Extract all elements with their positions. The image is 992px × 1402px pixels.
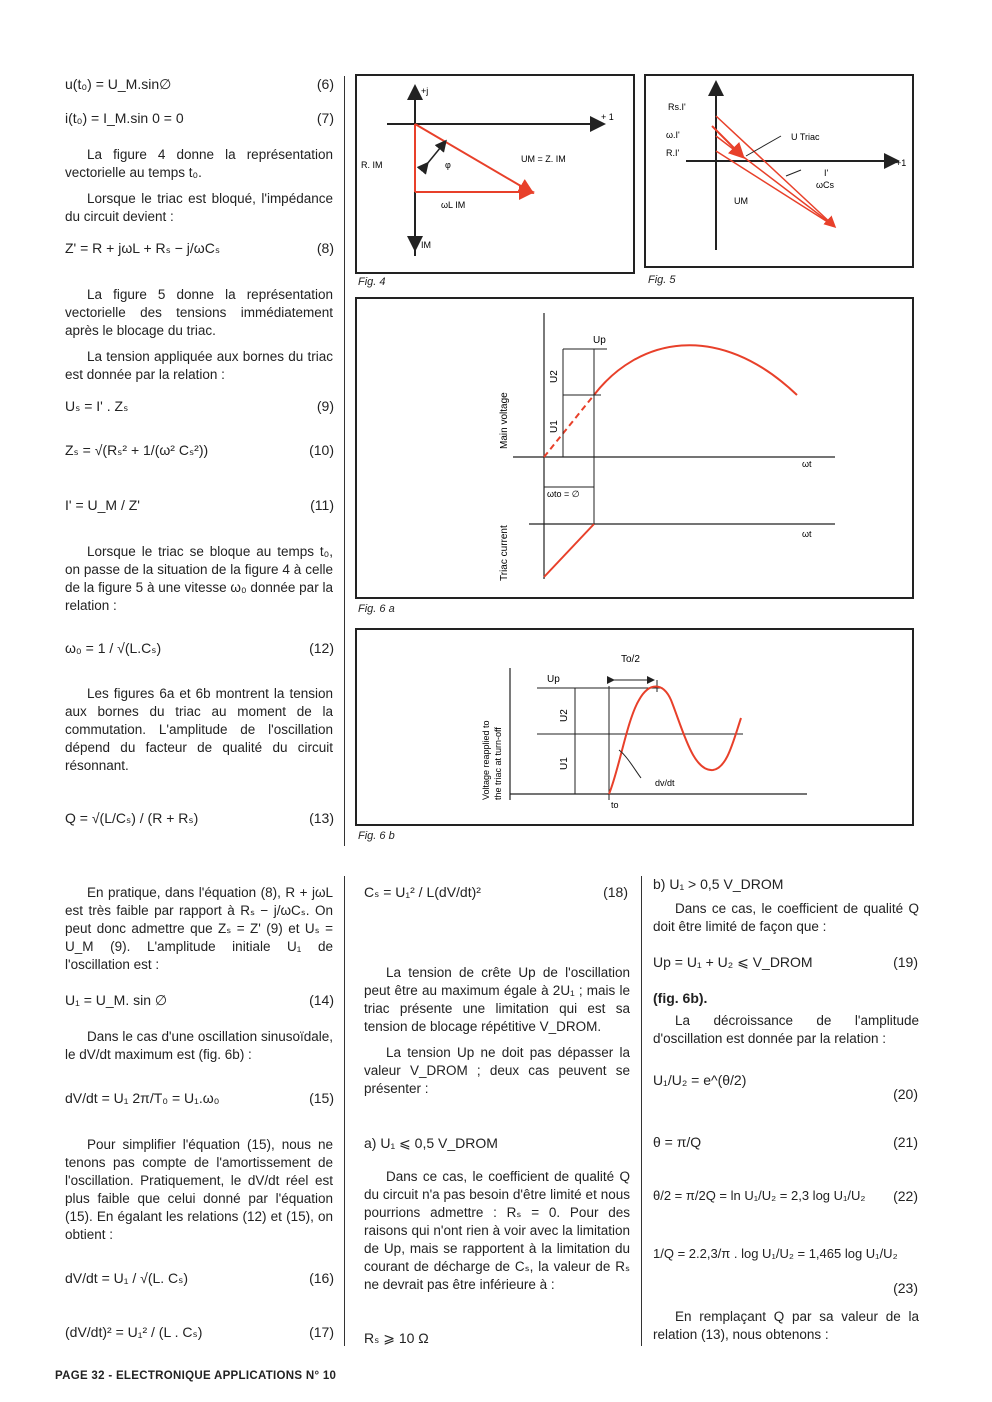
figure-6a-diagram xyxy=(357,299,912,597)
iwcs-leader xyxy=(786,170,801,176)
equation-23: 1/Q = 2.2,3/π . log U₁/U₂ = 1,465 log U₁/U₂ xyxy=(653,1246,898,1261)
paragraph: Dans le cas d'une oscillation sinusoïdale, le dV/dt maximum est (fig. 6b) : xyxy=(65,1029,333,1062)
equation-number: (11) xyxy=(310,497,334,513)
current-curve xyxy=(544,524,594,577)
label-utriac: U Triac xyxy=(791,132,820,142)
label-um: UM xyxy=(734,196,748,206)
paragraph: La décroissance de l'amplitude d'oscillation est donnée par la relation : xyxy=(653,1013,919,1046)
equation-16: dV/dt = U₁ / √(L. Cₛ) xyxy=(65,1270,189,1286)
paragraph: Pour simplifier l'équation (15), nous ne tenons pas compte de l'amortissement de l'oscillation. Pratiquement, le dV/dt réel est plus faible que celui donné par l'équation (15). En égalant les relations (12) et (15), on obtient : xyxy=(65,1137,333,1242)
equation-17: (dV/dt)² = U₁² / (L . Cₛ) xyxy=(65,1324,203,1340)
paragraph: Dans ce cas, le coefficient de qualité Q doit être limité de façon que : xyxy=(653,901,919,934)
label-one: + 1 xyxy=(601,112,614,122)
page-footer: PAGE 32 - ELECTRONIQUE APPLICATIONS N° 10 xyxy=(55,1370,337,1382)
label-phi: φ xyxy=(445,160,451,170)
label-wi: ω.I' xyxy=(666,130,680,140)
paragraph: La figure 4 donne la représentation vectorielle au temps t₀. xyxy=(65,147,333,180)
label-wcs: ωCs xyxy=(816,180,835,190)
paragraph: Lorsque le triac est bloqué, l'impédance du circuit devient : xyxy=(65,191,333,224)
equation-number: (9) xyxy=(316,398,334,414)
equation-number: (17) xyxy=(309,1324,334,1340)
figure-6b xyxy=(355,628,914,826)
equation-number: (10) xyxy=(309,442,334,458)
paragraph: Les figures 6a et 6b montrent la tension aux bornes du triac au moment de la commutation. L'amplitude de l'oscillation dépend du facteur de qualité du circuit résonnant. xyxy=(65,686,333,773)
paragraph: La tension appliquée aux bornes du triac est donnée par la relation : xyxy=(65,349,333,382)
label-wt: ωt xyxy=(802,459,812,469)
figure-6a-caption: Fig. 6 a xyxy=(358,603,395,615)
dvdt-arc xyxy=(619,750,641,778)
figure-reference: (fig. 6b). xyxy=(653,990,708,1006)
paragraph: En remplaçant Q par sa valeur de la relation (13), nous obtenons : xyxy=(653,1309,919,1342)
utriac-leader xyxy=(746,136,781,156)
equation-number: (13) xyxy=(309,810,334,826)
phi-arc xyxy=(427,142,445,164)
equation-9: Uₛ = I' . Zₛ xyxy=(65,398,129,414)
label-wt: ωt xyxy=(802,529,812,539)
label-u1: U1 xyxy=(549,420,560,433)
paragraph: La tension de crête Up de l'oscillation peut être au maximum égale à 2U₁ ; mais le triac présente une limitation qui est sa tension de blocage répétitive V_DROM. xyxy=(364,965,630,1034)
label-rsi: Rs.I' xyxy=(668,102,686,112)
paragraph: Lorsque le triac se bloque au temps t₀, on passe de la situation de la figure 4 à celle de la figure 5 à une vitesse ω₀ donnée par la relation : xyxy=(65,544,333,613)
label-j: +j xyxy=(421,86,429,96)
equation-14: U₁ = U_M. sin ∅ xyxy=(65,992,168,1008)
figure-5 xyxy=(644,74,914,268)
equation-13: Q = √(L/Cₛ) / (R + Rₛ) xyxy=(65,810,199,826)
equation-number: (8) xyxy=(316,240,334,256)
equation-21: θ = π/Q xyxy=(653,1134,702,1150)
equation-15: dV/dt = U₁ 2π/T₀ = U₁.ω₀ xyxy=(65,1090,220,1106)
label-up: Up xyxy=(593,335,606,346)
figure-4-caption: Fig. 4 xyxy=(358,276,386,288)
column-divider xyxy=(641,876,642,1346)
column-divider xyxy=(344,876,345,1346)
label-ylabel-1: Voltage reapplied to xyxy=(481,720,491,800)
label-ri: R.I' xyxy=(666,148,680,158)
label-ylabel-2: the triac at turn-off xyxy=(493,727,503,800)
paragraph: La figure 5 donne la représentation vectorielle des tensions immédiatement après le blocage du triac. xyxy=(65,287,333,338)
equation-number: (15) xyxy=(309,1090,334,1106)
label-u1: U1 xyxy=(559,757,570,770)
equation-10: Zₛ = √(Rₛ² + 1/(ω² Cₛ²)) xyxy=(65,442,209,458)
voltage-curve xyxy=(609,687,741,795)
label-wto: ωto = ∅ xyxy=(547,489,580,499)
equation-number: (18) xyxy=(603,884,628,900)
figure-6b-caption: Fig. 6 b xyxy=(358,830,395,842)
equation-number: (23) xyxy=(893,1280,918,1296)
figure-5-caption: Fig. 5 xyxy=(648,274,676,286)
equation-number: (16) xyxy=(309,1270,334,1286)
figure-6b-diagram xyxy=(357,630,912,824)
equation-6: u(t₀) = U_M.sin∅ xyxy=(65,76,172,92)
case-b: b) U₁ > 0,5 V_DROM xyxy=(653,876,784,892)
paragraph: En pratique, dans l'équation (8), R + jωL est très faible par rapport à Rₛ − j/ωCₛ. On peut donc admettre que Zₛ = Z' (9) et Uₛ = U_M (9). L'amplitude initiale U₁ de l'oscillation est : xyxy=(65,885,333,972)
equation-22: θ/2 = π/2Q = ln U₁/U₂ = 2,3 log U₁/U₂ xyxy=(653,1188,866,1203)
equation-number: (7) xyxy=(316,110,334,126)
label-to: to xyxy=(611,800,619,810)
label-u2: U2 xyxy=(559,709,570,722)
figure-4 xyxy=(355,74,635,274)
column-divider xyxy=(344,76,345,846)
equation-number: (20) xyxy=(893,1086,918,1102)
label-um: UM = Z. IM xyxy=(521,154,566,164)
label-u2: U2 xyxy=(549,370,560,383)
equation-11: I' = U_M / Z' xyxy=(65,497,140,513)
equation-rs: Rₛ ⩾ 10 Ω xyxy=(364,1330,429,1346)
figure-6a xyxy=(355,297,914,599)
figure-5-diagram xyxy=(646,76,912,266)
label-main-voltage: Main voltage xyxy=(499,392,510,449)
equation-20: U₁/U₂ = e^(θ/2) xyxy=(653,1072,747,1088)
case-a: a) U₁ ⩽ 0,5 V_DROM xyxy=(364,1135,498,1151)
label-wl: ωL IM xyxy=(441,200,466,210)
equation-number: (22) xyxy=(893,1188,918,1204)
label-up: Up xyxy=(547,674,560,685)
equation-7: i(t₀) = I_M.sin 0 = 0 xyxy=(65,110,184,126)
equation-number: (14) xyxy=(309,992,334,1008)
paragraph: La tension Up ne doit pas dépasser la valeur V_DROM ; deux cas peuvent se présenter : xyxy=(364,1045,630,1096)
label-dvdt: dv/dt xyxy=(655,778,675,788)
equation-number: (12) xyxy=(309,640,334,656)
label-triac-current: Triac current xyxy=(499,525,510,581)
equation-8: Z' = R + jωL + Rₛ − j/ωCₛ xyxy=(65,240,221,256)
equation-18: Cₛ = U₁² / L(dV/dt)² xyxy=(364,884,481,900)
label-im: IM xyxy=(421,240,431,250)
label-rim: R. IM xyxy=(361,160,383,170)
paragraph: Dans ce cas, le coefficient de qualité Q du circuit n'a pas besoin d'être limité et nous pourrions admettre : Rₛ = 0. Pour des raisons qui n'ont rien à voir avec la limitation de Up, mais se rapportent à la limitation du courant de décharge de Cₛ, la valeur de Rₛ ne devrait pas être inférieure à : xyxy=(364,1169,630,1292)
equation-number: (21) xyxy=(893,1134,918,1150)
voltage-curve xyxy=(594,345,797,395)
figure-4-diagram xyxy=(357,76,633,272)
label-to2: To/2 xyxy=(621,654,640,665)
equation-number: (6) xyxy=(316,76,334,92)
equation-19: Up = U₁ + U₂ ⩽ V_DROM xyxy=(653,954,813,970)
equation-number: (19) xyxy=(893,954,918,970)
label-i: I' xyxy=(824,168,829,178)
label-one: +1 xyxy=(896,158,907,168)
equation-12: ω₀ = 1 / √(L.Cₛ) xyxy=(65,640,162,656)
